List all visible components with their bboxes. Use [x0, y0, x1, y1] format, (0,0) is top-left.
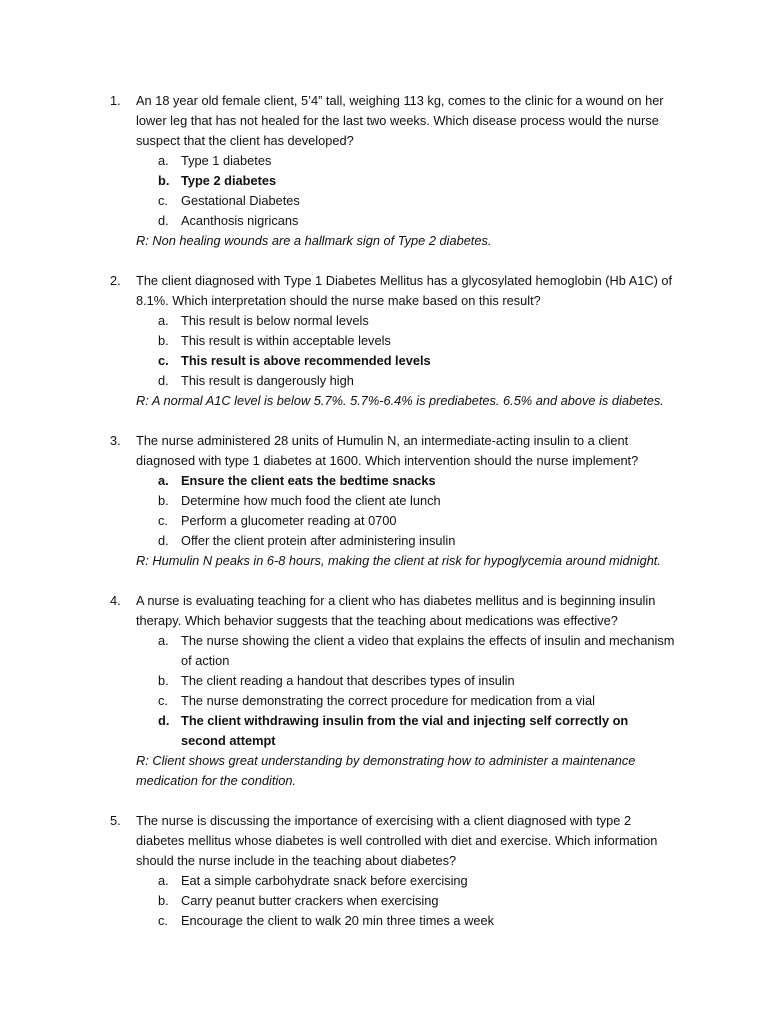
- option-letter: d.: [158, 533, 169, 548]
- option-b: [158, 891, 676, 911]
- option-text: This result is above recommended levels: [181, 353, 431, 368]
- question-5: [110, 811, 676, 931]
- question-stem: The client diagnosed with Type 1 Diabetes Mellitus has a glycosylated hemoglobin (Hb A1C) of 8.1%. Which interpretation should the nurse make based on this result?: [136, 273, 673, 308]
- answer-options: [136, 631, 676, 751]
- option-text: Offer the client protein after administering insulin: [181, 533, 456, 548]
- answer-options: [136, 471, 676, 551]
- question-number: 5.: [110, 813, 121, 828]
- rationale-text: R: Non healing wounds are a hallmark sign of Type 2 diabetes.: [136, 233, 492, 248]
- option-text: The nurse showing the client a video that explains the effects of insulin and mechanism of action: [181, 633, 675, 668]
- option-d: [158, 531, 676, 551]
- question-2: [110, 271, 676, 411]
- answer-options: [136, 151, 676, 231]
- option-a: [158, 311, 676, 331]
- option-c-correct: [158, 351, 676, 371]
- option-c: [158, 911, 676, 931]
- option-text: Ensure the client eats the bedtime snacks: [181, 473, 436, 488]
- option-a: [158, 631, 676, 671]
- option-b: [158, 671, 676, 691]
- option-letter: d.: [158, 713, 170, 728]
- rationale-text: R: Humulin N peaks in 6-8 hours, making the client at risk for hypoglycemia around midnight.: [136, 553, 661, 568]
- option-text: This result is below normal levels: [181, 313, 369, 328]
- option-text: This result is dangerously high: [181, 373, 354, 388]
- question-stem: A nurse is evaluating teaching for a client who has diabetes mellitus and is beginning insulin therapy. Which behavior suggests that the teaching about medications was effective?: [136, 593, 656, 628]
- option-text: Acanthosis nigricans: [181, 213, 299, 228]
- option-text: Type 2 diabetes: [181, 173, 277, 188]
- question-3: [110, 431, 676, 571]
- option-d: [158, 371, 676, 391]
- option-letter: b.: [158, 893, 169, 908]
- option-b-correct: [158, 171, 676, 191]
- option-letter: a.: [158, 313, 169, 328]
- option-letter: c.: [158, 353, 169, 368]
- option-letter: a.: [158, 473, 169, 488]
- option-text: Perform a glucometer reading at 0700: [181, 513, 397, 528]
- option-text: The client withdrawing insulin from the vial and injecting self correctly on second attempt: [181, 713, 629, 748]
- question-number: 3.: [110, 433, 121, 448]
- option-d-correct: [158, 711, 676, 751]
- question-stem: The nurse is discussing the importance of exercising with a client diagnosed with type 2 diabetes mellitus whose diabetes is well controlled with diet and exercise. Which information should the nurse include in the teaching about diabetes?: [136, 813, 658, 868]
- option-text: Eat a simple carbohydrate snack before exercising: [181, 873, 468, 888]
- rationale-text: R: Client shows great understanding by demonstrating how to administer a maintenance medication for the condition.: [136, 753, 636, 788]
- option-letter: a.: [158, 153, 169, 168]
- option-text: Encourage the client to walk 20 min three times a week: [181, 913, 494, 928]
- option-c: [158, 511, 676, 531]
- option-d: [158, 211, 676, 231]
- option-letter: c.: [158, 913, 168, 928]
- option-text: The client reading a handout that describes types of insulin: [181, 673, 515, 688]
- option-letter: d.: [158, 373, 169, 388]
- option-b: [158, 491, 676, 511]
- option-letter: c.: [158, 693, 168, 708]
- question-number: 2.: [110, 273, 121, 288]
- option-a: [158, 871, 676, 891]
- option-text: Carry peanut butter crackers when exercising: [181, 893, 439, 908]
- option-letter: c.: [158, 513, 168, 528]
- question-4: [110, 591, 676, 791]
- option-text: Type 1 diabetes: [181, 153, 272, 168]
- answer-options: [136, 871, 676, 931]
- question-number: 1.: [110, 93, 121, 108]
- option-letter: a.: [158, 633, 169, 648]
- option-letter: b.: [158, 493, 169, 508]
- option-text: Determine how much food the client ate lunch: [181, 493, 441, 508]
- option-letter: c.: [158, 193, 168, 208]
- option-letter: b.: [158, 673, 169, 688]
- question-stem: An 18 year old female client, 5’4” tall, weighing 113 kg, comes to the clinic for a wound on her lower leg that has not healed for the last two weeks. Which disease process would the nurse suspect that the client has developed?: [136, 93, 664, 148]
- option-c: [158, 691, 676, 711]
- rationale-text: R: A normal A1C level is below 5.7%. 5.7%-6.4% is prediabetes. 6.5% and above is diabetes.: [136, 393, 664, 408]
- option-letter: b.: [158, 173, 170, 188]
- option-a-correct: [158, 471, 676, 491]
- option-text: Gestational Diabetes: [181, 193, 300, 208]
- answer-options: [136, 311, 676, 391]
- option-c: [158, 191, 676, 211]
- option-b: [158, 331, 676, 351]
- option-letter: a.: [158, 873, 169, 888]
- question-number: 4.: [110, 593, 121, 608]
- option-text: This result is within acceptable levels: [181, 333, 391, 348]
- option-text: The nurse demonstrating the correct procedure for medication from a vial: [181, 693, 595, 708]
- question-stem: The nurse administered 28 units of Humulin N, an intermediate-acting insulin to a client diagnosed with type 1 diabetes at 1600. Which intervention should the nurse implement?: [136, 433, 639, 468]
- option-letter: b.: [158, 333, 169, 348]
- question-1: [110, 91, 676, 251]
- option-letter: d.: [158, 213, 169, 228]
- option-a: [158, 151, 676, 171]
